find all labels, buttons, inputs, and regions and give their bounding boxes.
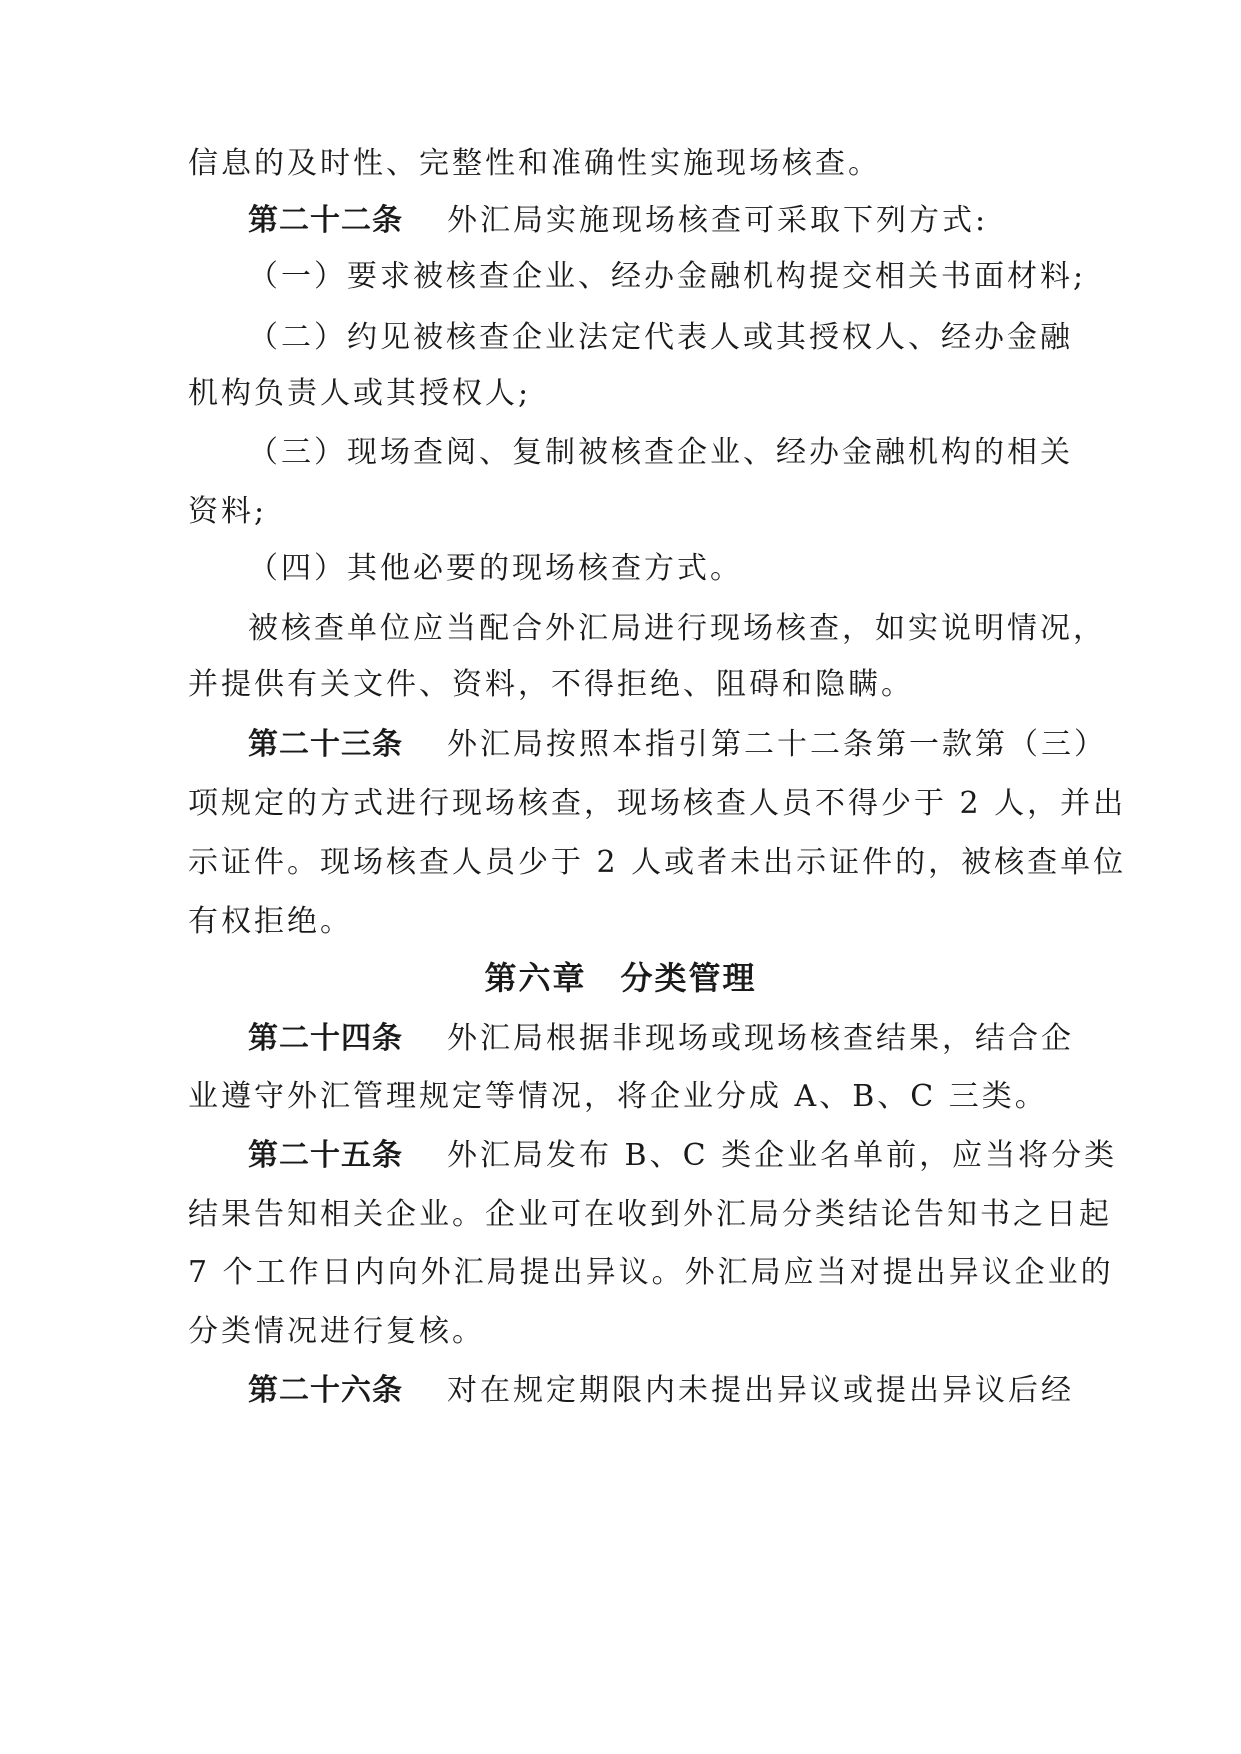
- article-title: 第二十四条: [248, 1021, 403, 1056]
- article-text: 对在规定期限内未提出异议或提出异议后经: [447, 1373, 1074, 1408]
- list-item-4: [248, 546, 1068, 592]
- article-title: 第二十三条: [248, 727, 403, 762]
- list-text: 要求被核查企业、经办金融机构提交相关书面材料;: [347, 259, 1087, 294]
- paragraph-line: 被核查单位应当配合外汇局进行现场核查，如实说明情况，: [248, 611, 1106, 646]
- list-item-2-continued: 机构负责人或其授权人;: [188, 376, 532, 411]
- article-24: [248, 1016, 1074, 1062]
- list-text: 现场查阅、复制被核查企业、经办金融机构的相关: [347, 435, 1073, 470]
- list-marker: （二）: [248, 320, 347, 355]
- article-title: 第二十二条: [248, 203, 403, 238]
- list-marker: （四）: [248, 551, 347, 586]
- paragraph-line: 业遵守外汇管理规定等情况，将企业分成 A、B、C 三类。: [188, 1079, 1048, 1114]
- article-22: [248, 198, 1068, 244]
- paragraph-line: 结果告知相关企业。企业可在收到外汇局分类结论告知书之日起: [188, 1197, 1112, 1232]
- article-23: [248, 722, 1107, 768]
- article-text: 外汇局实施现场核查可采取下列方式:: [447, 203, 989, 238]
- list-marker: （一）: [248, 259, 347, 294]
- list-text: 约见被核查企业法定代表人或其授权人、经办金融: [347, 320, 1073, 355]
- paragraph-line: 分类情况进行复核。: [188, 1314, 485, 1349]
- article-title: 第二十五条: [248, 1138, 403, 1173]
- paragraph-line: 示证件。现场核查人员少于 2 人或者未出示证件的，被核查单位: [188, 845, 1127, 880]
- paragraph-line: 7 个工作日内向外汇局提出异议。外汇局应当对提出异议企业的: [188, 1255, 1114, 1290]
- article-26: [248, 1368, 1074, 1414]
- article-25: [248, 1133, 1118, 1179]
- list-item-3: [248, 430, 1073, 476]
- list-text: 其他必要的现场核查方式。: [347, 551, 743, 586]
- article-text: 外汇局发布 B、C 类企业名单前，应当将分类: [447, 1138, 1118, 1173]
- chapter-heading: 第六章 分类管理: [484, 959, 757, 997]
- paragraph-line: 信息的及时性、完整性和准确性实施现场核查。: [188, 146, 881, 181]
- article-text: 外汇局按照本指引第二十二条第一款第（三）: [447, 727, 1107, 762]
- article-text: 外汇局根据非现场或现场核查结果，结合企: [447, 1021, 1074, 1056]
- article-title: 第二十六条: [248, 1373, 403, 1408]
- list-item-2: [248, 315, 1073, 361]
- list-marker: （三）: [248, 435, 347, 470]
- paragraph-line: 项规定的方式进行现场核查，现场核查人员不得少于 2 人，并出: [188, 786, 1127, 821]
- paragraph-line: 并提供有关文件、资料，不得拒绝、阻碍和隐瞒。: [188, 667, 914, 702]
- list-item-1: [248, 254, 1087, 300]
- paragraph-line: 有权拒绝。: [188, 904, 353, 939]
- list-item-3-continued: 资料;: [188, 494, 268, 529]
